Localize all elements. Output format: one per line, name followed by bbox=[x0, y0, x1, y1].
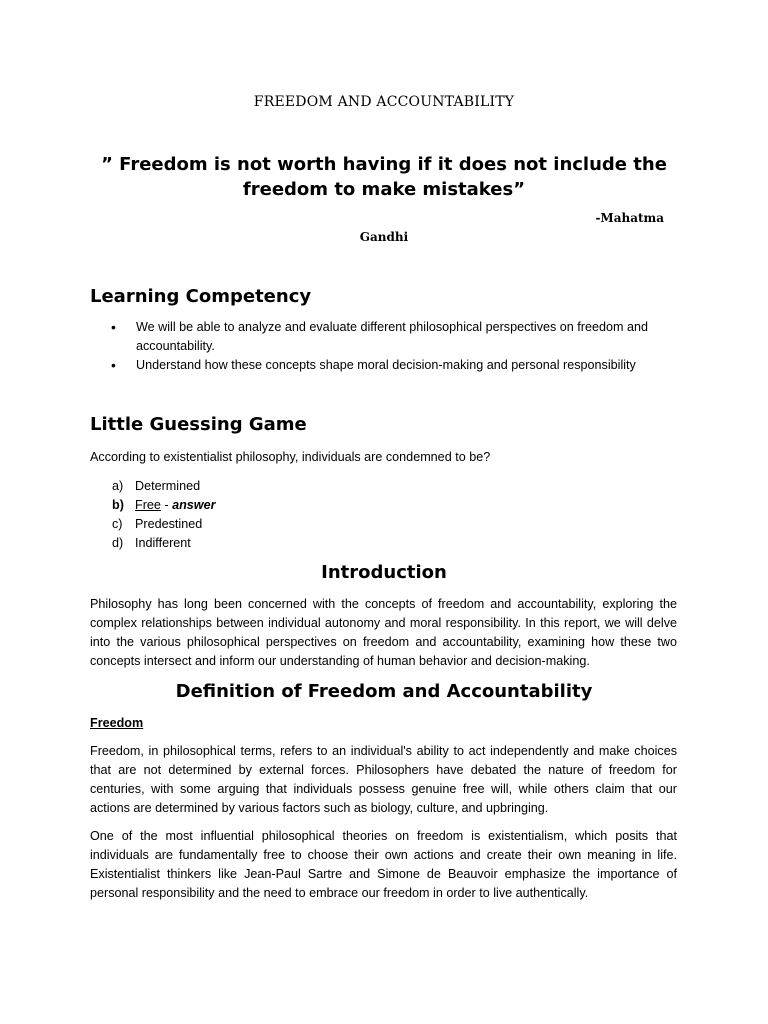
option-letter: d) bbox=[112, 536, 124, 550]
option-text: Determined bbox=[135, 479, 201, 493]
quote-author-last: Gandhi bbox=[359, 230, 409, 244]
quote-text: ” Freedom is not worth having if it does not include the freedom to make mistakes” bbox=[101, 154, 667, 200]
guessing-game-question: According to existentialist philosophy, individuals are condemned to be? bbox=[90, 450, 491, 464]
quote-author-first: -Mahatma bbox=[595, 211, 664, 225]
competency-text: We will be able to analyze and evaluate different philosophical perspectives on freedom and accountability. bbox=[136, 320, 649, 353]
bullet-icon: • bbox=[111, 357, 116, 373]
option-letter: b) bbox=[112, 498, 124, 512]
competency-item bbox=[90, 356, 680, 375]
guessing-game-heading: Little Guessing Game bbox=[90, 414, 307, 435]
document-title: FREEDOM AND ACCOUNTABILITY bbox=[253, 94, 515, 110]
learning-competency-heading: Learning Competency bbox=[90, 286, 312, 307]
freedom-paragraph: Freedom, in philosophical terms, refers to an individual's ability to act independently and make choices that are not determined by external forces. Philosophers have debated the nature of freedom for centuries, with some arguing that individuals possess genuine free will, while others claim that our actions are determined by various factors such as biology, culture, and upbringing. bbox=[90, 744, 677, 815]
option-text: Predestined bbox=[135, 517, 203, 531]
competency-item bbox=[90, 318, 680, 356]
introduction-heading: Introduction bbox=[321, 562, 447, 583]
definition-heading: Definition of Freedom and Accountability bbox=[175, 681, 593, 702]
competency-text: Understand how these concepts shape moral decision-making and personal responsibility bbox=[136, 358, 636, 372]
option-item bbox=[90, 534, 216, 553]
introduction-paragraph: Philosophy has long been concerned with the concepts of freedom and accountability, exploring the complex relationships between individual autonomy and moral responsibility. In this report, we will delve into the various philosophical perspectives on freedom and accountability, examining how these two concepts intersect and inform our understanding of human behavior and decision-making. bbox=[90, 597, 677, 668]
option-text: Indifferent bbox=[135, 536, 191, 550]
freedom-subheading: Freedom bbox=[90, 716, 144, 730]
option-separator: - bbox=[160, 498, 173, 512]
competency-list bbox=[90, 318, 680, 375]
existentialism-paragraph: One of the most influential philosophical theories on freedom is existentialism, which posits that individuals are fundamentally free to choose their own actions and create their own meaning in life. Existentialist thinkers like Jean-Paul Sartre and Simone de Beauvoir emphasize the importance of personal responsibility and the need to embrace our freedom in order to live authentically. bbox=[90, 829, 677, 900]
option-text: Free bbox=[135, 498, 161, 512]
option-letter: a) bbox=[112, 479, 124, 493]
option-item-answer bbox=[90, 496, 216, 515]
option-letter: c) bbox=[112, 517, 123, 531]
bullet-icon: • bbox=[111, 319, 116, 335]
options-list bbox=[90, 477, 216, 553]
option-item bbox=[90, 515, 216, 534]
answer-note: answer bbox=[172, 498, 216, 512]
option-item bbox=[90, 477, 216, 496]
